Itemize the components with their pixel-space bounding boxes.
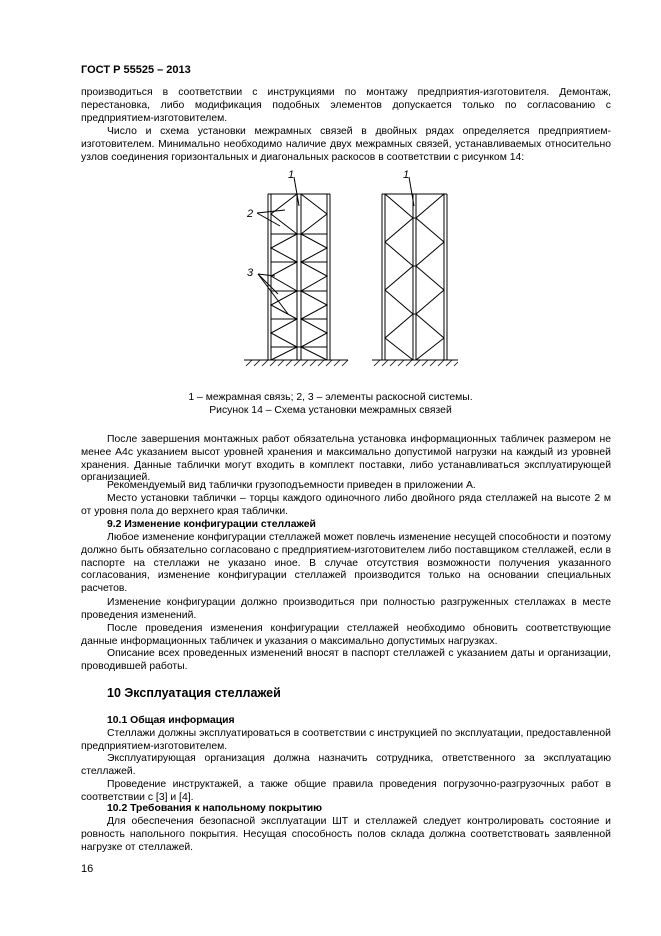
document-header: ГОСТ Р 55525 – 2013: [81, 64, 191, 76]
section-heading-10-1: 10.1 Общая информация: [107, 715, 235, 726]
paragraph: Для обеспечения безопасной эксплуатации ШТ и стеллажей следует контролировать состояние и ровность напольного покрытия. Несущая способность полов склада должна соответствовать заявленной нагрузке от стеллажей.: [81, 816, 611, 853]
section-heading-10-2: 10.2 Требования к напольному покрытию: [107, 803, 323, 814]
paragraph: После проведения изменения конфигурации стеллажей необходимо обновить соответствующие данные информационных табличек и указания о максимально допустимых нагрузках.: [81, 623, 611, 647]
section-heading-9-2: 9.2 Изменение конфигурации стеллажей: [107, 519, 316, 530]
left-frame-bracing: [271, 194, 327, 360]
right-frame-bracing: [385, 194, 444, 360]
label-1-right: 1: [403, 169, 410, 181]
paragraph: Место установки таблички – торцы каждого одиночного либо двойного ряда стеллажей на высоте 2 м от уровня пола до верхнего края таблички.: [81, 493, 611, 517]
paragraph: Описание всех проведенных изменений вносят в паспорт стеллажей с указанием даты и организации, проводившей работы.: [81, 648, 611, 672]
figure-14-diagram: [230, 166, 470, 372]
label-3: 3: [247, 267, 254, 279]
paragraph: Стеллажи должны эксплуатироваться в соответствии с инструкцией по эксплуатации, предоставленной предприятием-изготовителем.: [81, 728, 611, 752]
paragraph: Проведение инструктажей, а также общие правила проведения погрузочно-разгрузочных работ в соответствии с [3] и [4].: [81, 779, 611, 803]
paragraph: Любое изменение конфигурации стеллажей может повлечь изменение несущей способности и поэтому должно быть обязательно согласовано с предприятием-изготовителем либо поставщиком стеллажей, если в паспорте на стеллажи не указано иное. В случае отсутствия возможности получения указанного согласования, изменение конфигурации стеллажей производится только на основании специальных расчетов.: [81, 532, 611, 595]
page-number: 16: [81, 863, 94, 875]
paragraph: Изменение конфигурации должно производиться при полностью разгруженных стеллажах в месте проведения изменений.: [81, 597, 611, 621]
paragraph: Число и схема установки межрамных связей в двойных рядах определяется предприятием-изготовителем. Минимально необходимо наличие двух межрамных связей, устанавливаемых относительно узлов соединения горизонтальных и диагональных раскосов в соответствии с рисунком 14:: [81, 126, 611, 163]
paragraph: После завершения монтажных работ обязательна установка информационных табличек размером не менее А4с указанием высот уровней хранения и максимально допустимой нагрузки на каждый из уровней хранения. Данные таблички могут входить в комплект поставки, либо устанавливаться эксплуатирующей организацией.: [81, 434, 611, 484]
label-1-left: 1: [288, 169, 295, 181]
paragraph: Эксплуатирующая организация должна назначить сотрудника, ответственного за эксплуатацию стеллажей.: [81, 753, 611, 777]
paragraph: производиться в соответствии с инструкциями по монтажу предприятия-изготовителя. Демонтаж, перестановка, либо модификация подобных элементов допускается только по согласованию с предприятием-изготовителем.: [81, 87, 611, 124]
section-heading-10: 10 Эксплуатация стеллажей: [107, 686, 281, 700]
figure-legend: 1 – межрамная связь; 2, 3 – элементы раскосной системы.: [188, 392, 473, 403]
label-2: 2: [247, 208, 254, 220]
paragraph: Рекомендуемый вид таблички грузоподъемности приведен в приложении А.: [107, 480, 476, 491]
figure-caption: Рисунок 14 – Схема установки межрамных связей: [209, 405, 452, 416]
